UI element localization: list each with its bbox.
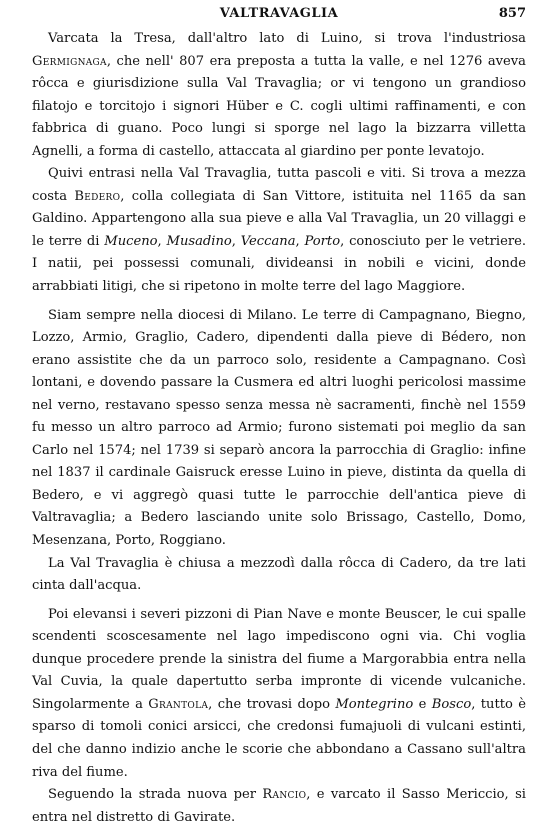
- italic-place: Porto: [304, 233, 341, 249]
- text-run: ,: [157, 233, 167, 249]
- place-name: Germignaga: [32, 53, 107, 69]
- text-run: ,: [295, 233, 305, 249]
- place-name: Bedero: [74, 188, 121, 204]
- place-name: Grantola: [148, 696, 209, 712]
- paragraph-val-travaglia: [32, 163, 526, 298]
- place-name: Rancio: [262, 787, 307, 803]
- text-run: , conosciuto per le vetriere. I natii, pei possessi comunali, divideansi in nobili e vicini, donde arrabbiati litigi, che si ripetono in molte terre del lago Maggiore.: [32, 233, 527, 295]
- text-run: La Val Travaglia è chiusa a mezzodì dalla rôcca di Cadero, da tre lati cinta dall'acqua.: [32, 555, 526, 594]
- page-header: [32, 6, 526, 28]
- text-run: , colla collegiata di San Vittore, istituita nel 1165 da san Galdino. Appartengono alla sua pieve e alla Val Travaglia, un 20 villaggi e le terre di: [32, 188, 526, 249]
- page-number: 857: [498, 6, 526, 21]
- text-run: e: [413, 696, 432, 712]
- italic-place: Montegrino: [335, 696, 414, 712]
- body-text: [32, 28, 526, 829]
- italic-place: Bosco: [431, 696, 472, 712]
- paragraph-germignaga: [32, 28, 526, 163]
- running-title: VALTRAVAGLIA: [219, 6, 339, 21]
- text-run: ,: [231, 233, 241, 249]
- text-run: , tutto è sparso di tomoli conici arsicci, che credonsi fumajuoli di vulcani estinti, del che danno indizio anche le scorie che abbondano a Cassano sull'altra riva del fiume.: [32, 696, 526, 780]
- text-run: Siam sempre nella diocesi di Milano. Le terre di Campagnano, Biegno, Lozzo, Armio, Graglio, Cadero, dipendenti dalla pieve di Bédero, non erano assistite che da un parroco solo, residente a Campagnano. Così lontani, e dovendo passare la Cusmera ed altri luoghi pericolosi massime nel verno, restavano spesso senza messa nè sacramenti, finchè nel 1559 fu messo un altro parroco ad Armio; furono sistemati poi meglio da san Carlo nel 1574; nel 1739 si separò ancora la parrocchia di Graglio: infine nel 1837 il cardinale Gaisruck eresse Luino in pieve, distinta da quella di Bedero, e vi aggregò quasi tutte le parrocchie dell'antica pieve di Valtravaglia; a Bedero lasciando unite solo Brissago, Castello, Domo, Mesenzana, Porto, Roggiano.: [32, 307, 526, 549]
- italic-place: Musadino: [166, 233, 232, 249]
- text-run: Varcata la Tresa, dall'altro lato di Luino, si trova l'industriosa: [48, 31, 526, 46]
- text-run: , che nell' 807 era preposta a tutta la valle, e nel 1276 aveva rôcca e giurisdizione sulla Val Travaglia; or vi tengono un grandioso filatojo e torcitojo i signori Hüber e C. cogli ultimi raffinamenti, e con fabbrica di guano. Poco lungi si sporge nel lago la bizzarra villetta Agnelli, a forma di castello, attaccata al giardino per ponte levatojo.: [32, 53, 526, 159]
- paragraph-pizzoni: [32, 604, 526, 784]
- text-run: Seguendo la strada nuova per: [48, 787, 263, 803]
- italic-place: Muceno: [104, 233, 158, 249]
- italic-place: Veccana: [240, 233, 296, 249]
- text-run: , che trovasi dopo: [208, 696, 336, 712]
- text-run: Poi elevansi i severi pizzoni di Pian Nave e monte Beuscer, le cui spalle scendenti scoscesamente nel lago impediscono ogni via. Chi voglia dunque procedere prende la sinistra del fiume a Margorabbia entra nella Val Cuvia, la quale dapertutto serba impronte di vicende vulcaniche. Singolarmente a: [32, 606, 526, 712]
- text-run: Quivi entrasi nella Val Travaglia, tutta pascoli e viti. Si trova a mezza costa: [32, 166, 526, 204]
- paragraph-chiusa: [32, 553, 526, 598]
- text-run: , e varcato il Sasso Mericcio, si entra nel distretto di Gavirate.: [32, 787, 526, 825]
- paragraph-diocesi: [32, 305, 526, 553]
- paragraph-rancio: [32, 784, 526, 829]
